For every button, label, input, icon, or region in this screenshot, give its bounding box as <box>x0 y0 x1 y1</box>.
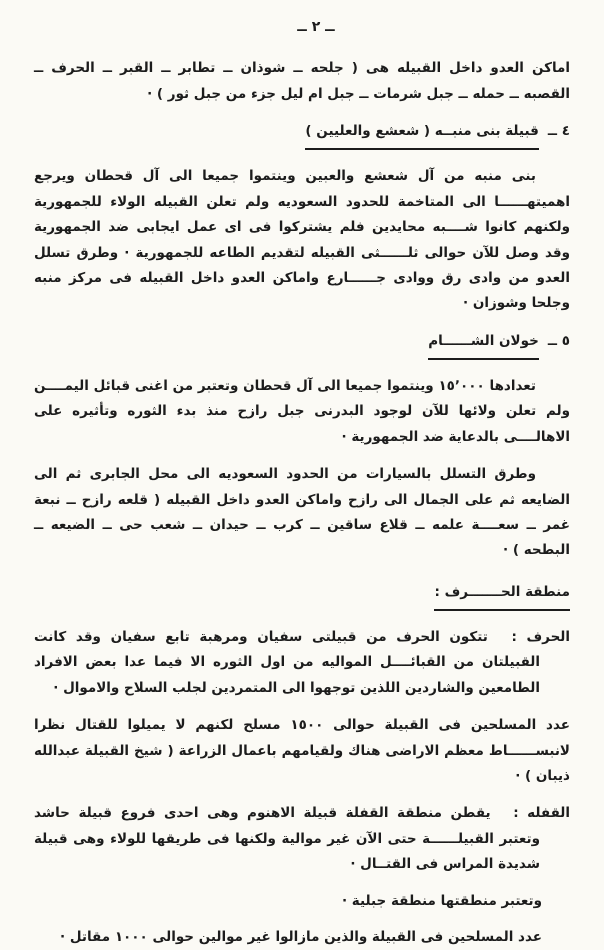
harf-region-section <box>34 576 570 950</box>
section-5-heading-row <box>34 329 570 360</box>
qafla-entry <box>34 801 570 877</box>
qafla-militants-paragraph: عدد المسلحين فى القبيلة والذين مازالوا غير موالين حوالى ١٠٠٠ مقاتل · <box>60 928 542 945</box>
qafla-entry-label: القفله : <box>513 805 570 822</box>
harf-entry-body: تتكون الحرف من قبيلتى سفيان ومرهبة تابع سفيان وقد كانت القبيلتان من القبائــــل المواليه من اول الثوره الا فيما عدا بعض الافراد الطامعين والشاردين اللذين توجهوا الى المتمردين لجلب السلاح والاموال · <box>34 629 540 696</box>
harf-entry-label: الحرف : <box>511 629 571 646</box>
page-number: ــ ٢ ــ <box>297 19 335 35</box>
qafla-terrain-note: وتعتبر منطقتها منطقة جبلية · <box>341 893 542 910</box>
section-5-infiltration-paragraph: وطرق التسلل بالسيارات من الحدود السعوديه الى محل الجابرى ثم الى الضايعه ثم على الجمال الى رازح واماكن العدو داخل القبيله ( قلعه رازح ــ نبعة غمر ــ سعــــة علمه ــ قلاع ساقين ــ كرب ــ حيدان ــ شعب حى ــ الضيعه ــ البطحه ) · <box>34 466 570 559</box>
section-4-heading-row <box>34 119 570 150</box>
harf-militants-paragraph: عدد المسلحين فى القبيلة حوالى ١٥٠٠ مسلح لكنهم لا يميلوا للقتال نظرا لانبســــــاط معظم الاراضى هناك ولقيامهم باعمال الزراعة ( شيخ القبيلة عبدالله ذيبان ) · <box>34 717 570 784</box>
section-5 <box>34 329 570 564</box>
harf-region-heading: منطقة الحـــــــرف : <box>434 580 570 611</box>
section-4-title: قبيلة بنى منبــه ( شعشع والعليين ) <box>305 119 538 150</box>
section-5-number: ٥ ــ <box>547 332 570 349</box>
qafla-entry-body: يقطن منطقة القفلة قبيلة الاهنوم وهى احدى فروع قبيلة حاشد وتعتبر القبيلــــــة حتى الآن غير موالية ولكنها فى طريقها للولاء وهى قبيلة شديدة المراس فى القتــال · <box>34 805 540 873</box>
section-4-number: ٤ ــ <box>547 123 570 140</box>
section-4-body: بنى منبه من آل شعشع والعبين وينتموا جميعا الى آل قحطان ويرجع اهميتهــــــا الى المتاخمة للحدود السعوديه ولم تعلن القبيله الولاء للجمهورية ولكنهم كانوا شــــبه محايدين فلم يشتركوا فى اى عمل ايجابى ضد الجمهورية وقد وصل للآن حوالى ثلــــــثى القبيله لتقديم الطاعه للجمهورية · وطرق تسلل العدو من وادى رق ووادى جــــــارع واماكن العدو داخل القبيله فى مركز منبه وجلحا وشوزان · <box>34 168 570 312</box>
section-5-population-paragraph: تعدادها ١٥٬٠٠٠ وينتموا جميعا الى آل قحطان وتعتبر من اغنى قبائل اليمــــن ولم تعلن ولائها للآن لوجود البدرنى جبل رازح منذ بدء الثوره وتأثيره على الاهالــــى بالدعاية ضد الجمهورية · <box>34 378 570 445</box>
harf-entry <box>34 625 570 701</box>
section-4 <box>34 119 570 317</box>
intro-paragraph: اماكن العدو داخل القبيله هى ( جلحه ــ شوذان ــ تطابر ــ القبر ــ الحرف ــ القصبه ــ حمله ــ جبل شرمات ــ جبل ام ليل جزء من جبل ثور ) · <box>34 60 570 102</box>
section-5-title: خولان الشــــــام <box>428 329 539 360</box>
